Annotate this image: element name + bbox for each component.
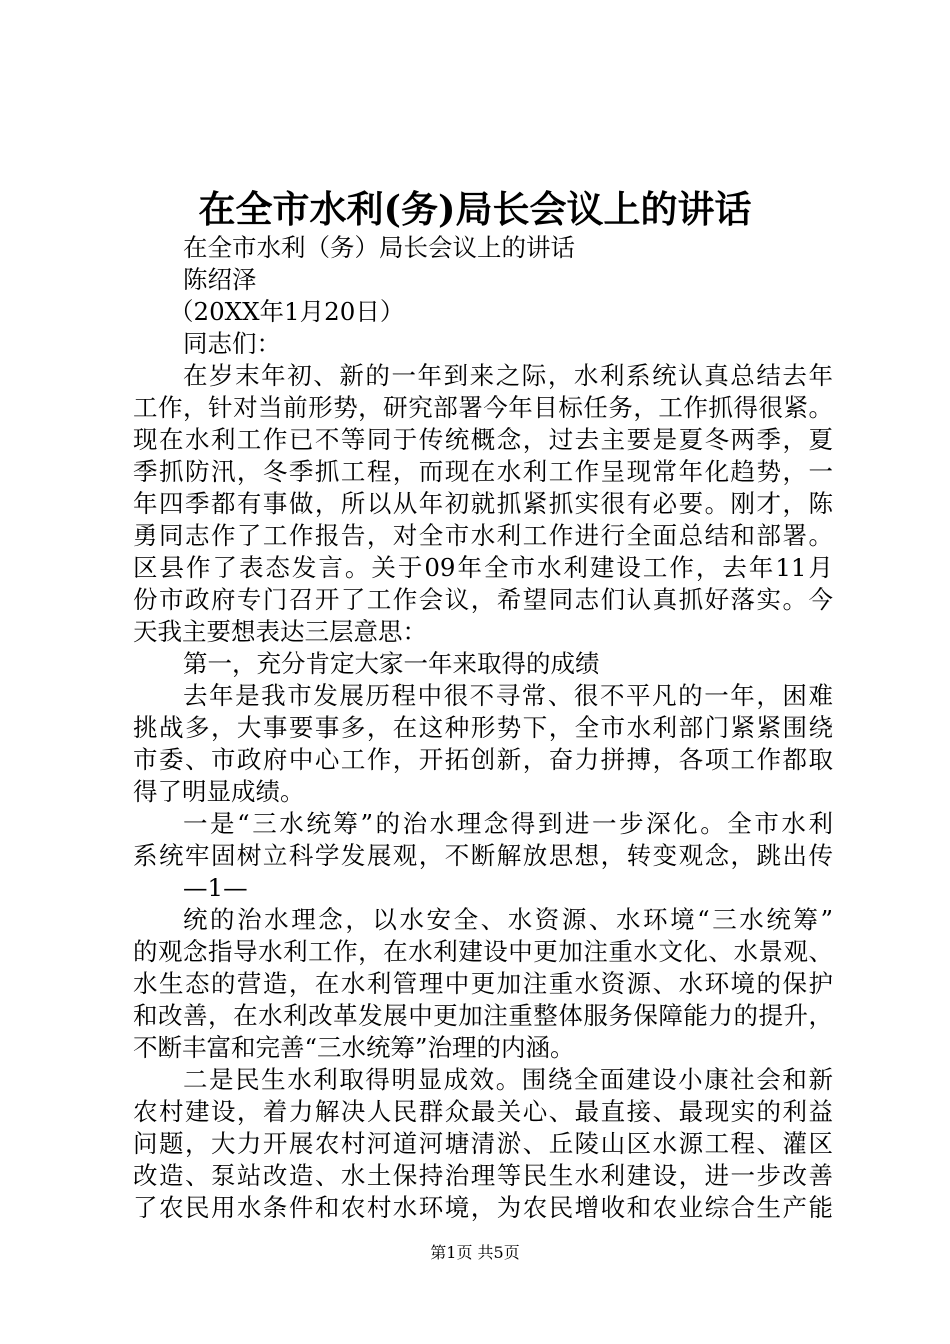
document-title: 在全市水利(务)局长会议上的讲话 — [198, 187, 752, 231]
body-line: 挑战多，大事要事多，在这种形势下，全市水利部门紧紧围绕 — [133, 713, 833, 742]
body-line: 一是“三水统筹”的治水理念得到进一步深化。全市水利 — [183, 809, 833, 838]
body-line: 第一，充分肯定大家一年来取得的成绩 — [183, 649, 600, 678]
body-line: 统的治水理念，以水安全、水资源、水环境“三水统筹” — [183, 905, 833, 934]
body-line: —1— — [183, 873, 248, 902]
body-line: 问题，大力开展农村河道河塘清淤、丘陵山区水源工程、灌区 — [133, 1129, 833, 1158]
page-footer: 第1页 共5页 — [430, 1243, 520, 1262]
body-line: 工作，针对当前形势，研究部署今年目标任务，工作抓得很紧。 — [133, 393, 833, 422]
body-line: 不断丰富和完善“三水统筹”治理的内涵。 — [133, 1033, 575, 1062]
body-line: 去年是我市发展历程中很不寻常、很不平凡的一年，困难 — [183, 681, 833, 710]
body-line: 现在水利工作已不等同于传统概念，过去主要是夏冬两季，夏 — [133, 425, 833, 454]
body-line: 改造、泵站改造、水土保持治理等民生水利建设，进一步改善 — [133, 1161, 833, 1190]
body-line: 系统牢固树立科学发展观，不断解放思想，转变观念，跳出传 — [133, 841, 833, 870]
body-line: 季抓防汛，冬季抓工程，而现在水利工作呈现常年化趋势，一 — [133, 457, 833, 486]
body-line: 在岁末年初、新的一年到来之际，水利系统认真总结去年 — [183, 361, 833, 390]
body-line: 同志们： — [183, 329, 281, 358]
body-line: 了农民用水条件和农村水环境，为农民增收和农业综合生产能 — [133, 1193, 833, 1222]
body-line: （20XX年1月20日） — [169, 297, 405, 326]
body-line: 农村建设，着力解决人民群众最关心、最直接、最现实的利益 — [133, 1097, 833, 1126]
body-line: 年四季都有事做，所以从年初就抓紧抓实很有必要。刚才，陈 — [133, 489, 833, 518]
body-line: 和改善，在水利改革发展中更加注重整体服务保障能力的提升， — [133, 1001, 833, 1030]
body-line: 份市政府专门召开了工作会议，希望同志们认真抓好落实。今 — [133, 585, 833, 614]
body-line: 二是民生水利取得明显成效。围绕全面建设小康社会和新 — [183, 1065, 833, 1094]
body-line: 天我主要想表达三层意思： — [133, 617, 427, 646]
body-line: 水生态的营造，在水利管理中更加注重水资源、水环境的保护 — [133, 969, 833, 998]
body-line: 的观念指导水利工作，在水利建设中更加注重水文化、水景观、 — [133, 937, 833, 966]
body-line: 勇同志作了工作报告，对全市水利工作进行全面总结和部署。 — [133, 521, 833, 550]
body-line: 得了明显成绩。 — [133, 777, 305, 806]
body-line: 区县作了表态发言。关于09年全市水利建设工作，去年11月 — [133, 553, 833, 582]
document-body — [133, 232, 833, 1224]
body-line: 在全市水利（务）局长会议上的讲话 — [183, 233, 575, 262]
body-line: 陈绍泽 — [183, 265, 257, 294]
body-line: 市委、市政府中心工作，开拓创新，奋力拼搏，各项工作都取 — [133, 745, 833, 774]
